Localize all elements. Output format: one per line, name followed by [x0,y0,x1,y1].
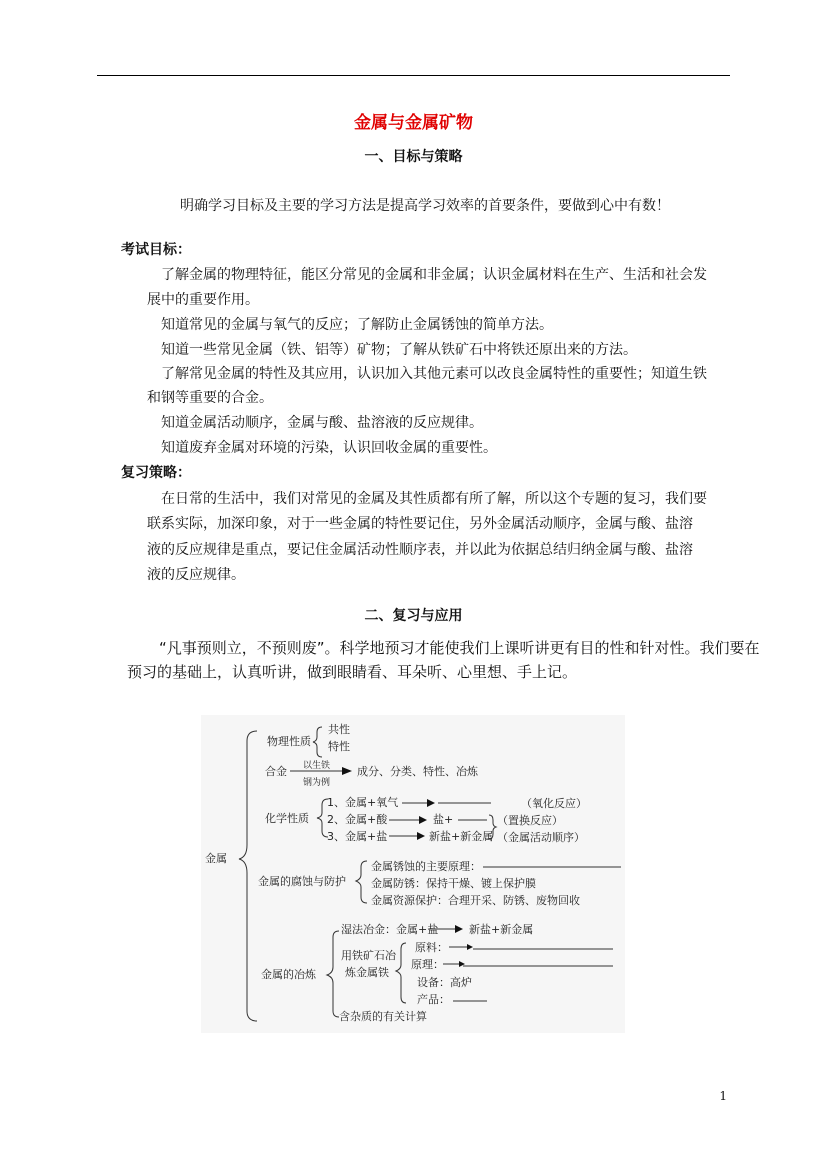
concept-map-svg [201,715,625,1033]
impurity-calc: 含杂质的有关计算 [339,1010,427,1023]
goal-line: 和钢等重要的合金。 [147,390,273,406]
goal-line: 知道废弃金属对环境的污染，认识回收金属的重要性。 [161,440,497,456]
chemical-label: 化学性质 [265,812,309,825]
header-rule [97,75,730,76]
physical-brace [313,727,322,757]
strategy-label: 复习策略： [121,465,191,481]
iron-item: 原理： [411,958,444,971]
chemical-item: 2、金属+酸 [327,813,388,826]
physical-label: 物理性质 [267,735,311,748]
goals-label: 考试目标： [121,242,191,258]
root-label: 金属 [205,852,227,865]
chemical-note: （置换反应） [497,814,563,827]
goal-line: 展中的重要作用。 [147,292,259,308]
strategy-line: 在日常的生活中，我们对常见的金属及其性质都有所了解，所以这个专题的复习，我们要 [161,491,707,507]
page-number: 1 [719,1089,727,1103]
goal-line: 知道一些常见金属（铁、铝等）矿物；了解从铁矿石中将铁还原出来的方法。 [161,342,637,358]
strategy-line: 液的反应规律是重点，要记住金属活动性顺序表，并以此为依据总结归纳金属与酸、盐溶 [147,542,693,558]
corrosion-item: 金属资源保护：合理开采、防锈、废物回收 [371,894,580,907]
section2-line: 预习的基础上，认真听讲，做到眼睛看、耳朵听、心里想、手上记。 [127,663,578,681]
chemical-item: 3、金属+盐 [327,830,388,843]
wet-smelting: 湿法冶金：金属+盐 [341,923,439,936]
strategy-line: 液的反应规律。 [147,567,245,583]
iron-item: 设备：高炉 [417,976,472,989]
alloy-arrow-bottom: 钢为例 [303,778,331,788]
smelting-brace [327,931,339,1017]
chemical-note: （金属活动顺序） [497,831,585,844]
page-title: 金属与金属矿物 [354,113,473,133]
section2-line: “凡事预则立，不预则废”。科学地预习才能使我们上课听讲更有目的性和针对性。我们要在 [159,639,760,657]
goal-line: 了解常见金属的特性及其应用，认识加入其他元素可以改良金属特性的重要性；知道生铁 [161,366,707,382]
physical-item: 特性 [328,740,350,753]
iron-label: 用铁矿石冶 [341,949,396,962]
section2-heading: 二、复习与应用 [364,608,463,624]
concept-map [201,715,625,1033]
iron-item: 产品： [417,993,450,1006]
chemical-product: 新盐+新金属 [429,830,494,843]
goal-line: 了解金属的物理特征，能区分常见的金属和非金属；认识金属材料在生产、生活和社会发 [161,267,707,283]
smelting-label: 金属的冶炼 [261,968,316,981]
alloy-arrow-top: 以生铁 [303,761,331,771]
iron-label: 炼金属铁 [345,966,389,979]
iron-brace [396,943,406,1003]
intro-text: 明确学习目标及主要的学习方法是提高学习效率的首要条件，要做到心中有数！ [180,198,670,214]
alloy-label: 合金 [265,765,287,778]
corrosion-item: 金属锈蚀的主要原理： [371,860,481,873]
alloy-result: 成分、分类、特性、冶炼 [357,765,478,778]
section1-heading: 一、目标与策略 [364,149,463,165]
corrosion-label: 金属的腐蚀与防护 [258,875,346,888]
main-brace [239,731,257,1021]
goal-line: 知道金属活动顺序，金属与酸、盐溶液的反应规律。 [161,415,483,431]
corrosion-brace [356,861,367,903]
iron-item: 原料： [415,941,448,954]
chemical-item: 1、金属+氧气 [327,796,399,809]
strategy-line: 联系实际，加深印象，对于一些金属的特性要记住，另外金属活动顺序，金属与酸、盐溶 [147,516,693,532]
chemical-note: （氧化反应） [521,797,587,810]
corrosion-item: 金属防锈：保持干燥、镀上保护膜 [371,877,536,890]
wet-result: 新盐+新金属 [469,923,534,936]
chemical-product: 盐+ [433,813,454,826]
goal-line: 知道常见的金属与氧气的反应；了解防止金属锈蚀的简单方法。 [161,317,553,333]
physical-item: 共性 [328,723,350,736]
